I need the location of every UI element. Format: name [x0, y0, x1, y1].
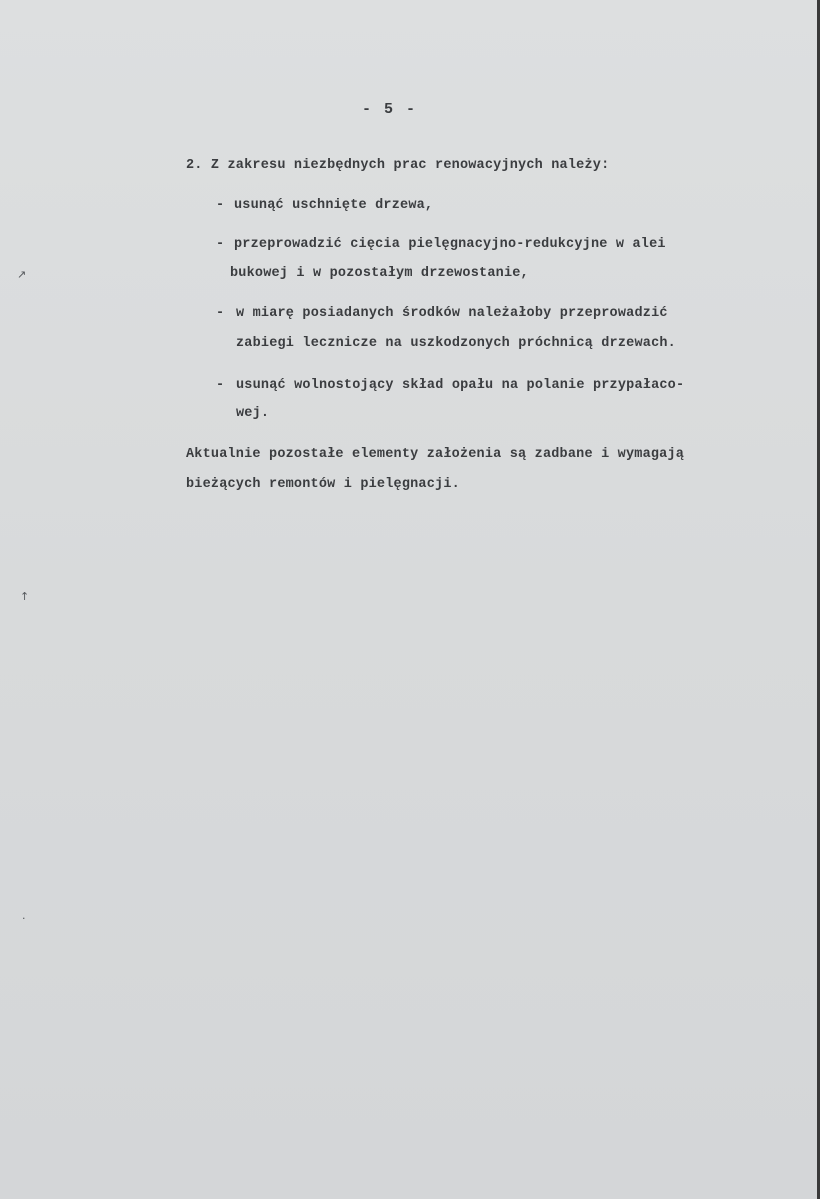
- bullet-dash: -: [216, 237, 225, 252]
- margin-mark-dot: ·: [22, 912, 26, 925]
- bullet-item-2-line-2: bukowej i w pozostałym drzewostanie,: [230, 266, 529, 281]
- closing-paragraph-line-1: Aktualnie pozostałe elementy założenia są zadbane i wymagają: [186, 447, 685, 462]
- bullet-item-3-line-2: zabiegi lecznicze na uszkodzonych próchnicą drzewach.: [236, 336, 676, 351]
- page-number: - 5 -: [362, 101, 418, 118]
- bullet-item-1-line-1: usunąć uschnięte drzewa,: [234, 198, 434, 213]
- bullet-dash: -: [216, 306, 225, 321]
- section-heading: 2. Z zakresu niezbędnych prac renowacyjnych należy:: [186, 158, 610, 173]
- bullet-item-4-line-2: wej.: [236, 406, 270, 421]
- bullet-dash: -: [216, 198, 225, 213]
- bullet-item-3-line-1: w miarę posiadanych środków należałoby przeprowadzić: [236, 306, 668, 321]
- closing-paragraph-line-2: bieżących remontów i pielęgnacji.: [186, 477, 460, 492]
- bullet-item-2-line-1: przeprowadzić cięcia pielęgnacyjno-redukcyjne w alei: [234, 237, 666, 252]
- bullet-item-4-line-1: usunąć wolnostojący skład opału na polanie przypałaco-: [236, 378, 685, 393]
- bullet-dash: -: [216, 378, 225, 393]
- margin-mark-up: ↑: [20, 590, 30, 603]
- margin-mark-arrow: ↗: [17, 268, 27, 281]
